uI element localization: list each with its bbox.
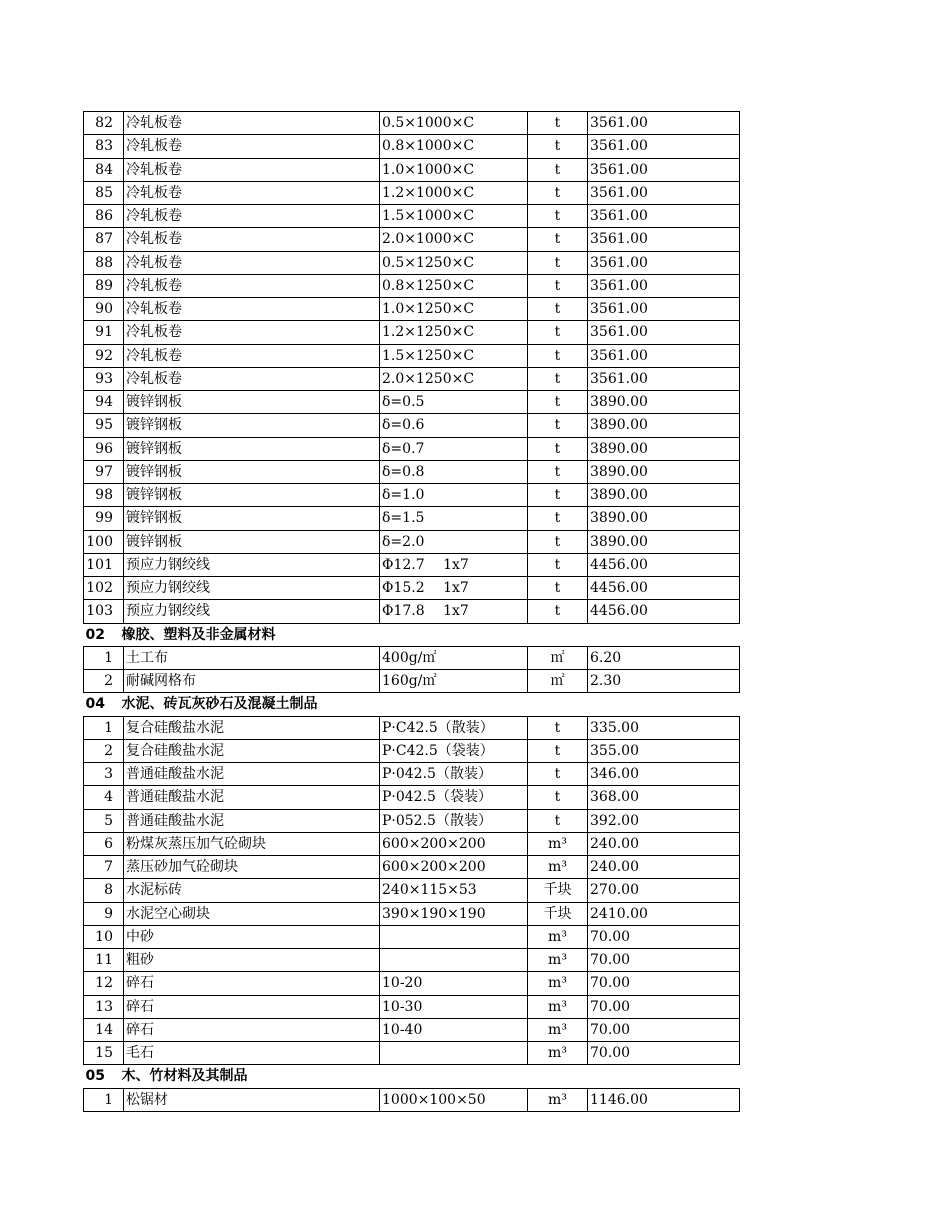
- table-row: [84, 251, 740, 274]
- table-row: [84, 112, 740, 135]
- item-number-cell: 84: [84, 158, 124, 181]
- item-name-cell: 冷轧板卷: [124, 228, 380, 251]
- item-spec-cell: 1000×100×50: [380, 1088, 528, 1111]
- item-spec-cell: 0.5×1250×C: [380, 251, 528, 274]
- item-number-cell: 82: [84, 112, 124, 135]
- item-number-cell: 10: [84, 925, 124, 948]
- item-unit-cell: t: [528, 484, 588, 507]
- item-name-cell: 冷轧板卷: [124, 367, 380, 390]
- item-price-cell: 3890.00: [588, 437, 740, 460]
- item-price-cell: 3561.00: [588, 135, 740, 158]
- table-row: [84, 274, 740, 297]
- item-name-cell: 冷轧板卷: [124, 135, 380, 158]
- item-spec-cell: 600×200×200: [380, 832, 528, 855]
- item-spec-cell: δ=0.6: [380, 414, 528, 437]
- item-number-cell: 102: [84, 577, 124, 600]
- item-price-cell: 3561.00: [588, 298, 740, 321]
- item-number-cell: 11: [84, 949, 124, 972]
- item-spec-cell: P·042.5（袋装）: [380, 786, 528, 809]
- item-price-cell: 2.30: [588, 670, 740, 693]
- table-row: [84, 716, 740, 739]
- item-spec-cell: 10-20: [380, 972, 528, 995]
- item-spec-cell: Φ17.8 1x7: [380, 600, 528, 623]
- item-number-cell: 90: [84, 298, 124, 321]
- item-price-cell: 3561.00: [588, 367, 740, 390]
- table-row: [84, 414, 740, 437]
- section-header: [84, 1065, 740, 1088]
- section-title: 木、竹材料及其制品: [121, 1068, 248, 1085]
- table-row: [84, 949, 740, 972]
- item-unit-cell: m³: [528, 856, 588, 879]
- item-unit-cell: t: [528, 158, 588, 181]
- price-table: [83, 111, 740, 1112]
- item-unit-cell: t: [528, 181, 588, 204]
- item-price-cell: 70.00: [588, 925, 740, 948]
- item-spec-cell: P·042.5（散装）: [380, 763, 528, 786]
- item-number-cell: 12: [84, 972, 124, 995]
- item-name-cell: 蒸压砂加气砼砌块: [124, 856, 380, 879]
- item-price-cell: 368.00: [588, 786, 740, 809]
- item-unit-cell: t: [528, 135, 588, 158]
- item-price-cell: 2410.00: [588, 902, 740, 925]
- item-name-cell: 冷轧板卷: [124, 112, 380, 135]
- item-spec-cell: 0.5×1000×C: [380, 112, 528, 135]
- item-spec-cell: 1.5×1000×C: [380, 205, 528, 228]
- table-row: [84, 460, 740, 483]
- item-name-cell: 松锯材: [124, 1088, 380, 1111]
- item-spec-cell: P·C42.5（散装）: [380, 716, 528, 739]
- item-unit-cell: t: [528, 716, 588, 739]
- item-number-cell: 87: [84, 228, 124, 251]
- table-row: [84, 856, 740, 879]
- item-name-cell: 粉煤灰蒸压加气砼砌块: [124, 832, 380, 855]
- item-number-cell: 86: [84, 205, 124, 228]
- item-price-cell: 3561.00: [588, 181, 740, 204]
- item-price-cell: 3890.00: [588, 507, 740, 530]
- item-spec-cell: 0.8×1250×C: [380, 274, 528, 297]
- table-row: [84, 995, 740, 1018]
- item-name-cell: 预应力钢绞线: [124, 577, 380, 600]
- table-row: [84, 507, 740, 530]
- table-row: [84, 832, 740, 855]
- item-unit-cell: 千块: [528, 902, 588, 925]
- item-unit-cell: 千块: [528, 879, 588, 902]
- table-row: [84, 1018, 740, 1041]
- item-name-cell: 冷轧板卷: [124, 344, 380, 367]
- item-spec-cell: [380, 925, 528, 948]
- item-spec-cell: δ=0.5: [380, 391, 528, 414]
- item-price-cell: 70.00: [588, 1018, 740, 1041]
- table-row: [84, 739, 740, 762]
- item-name-cell: 土工布: [124, 646, 380, 669]
- item-spec-cell: 10-30: [380, 995, 528, 1018]
- item-price-cell: 4456.00: [588, 577, 740, 600]
- item-name-cell: 镀锌钢板: [124, 437, 380, 460]
- item-name-cell: 冷轧板卷: [124, 251, 380, 274]
- item-spec-cell: 10-40: [380, 1018, 528, 1041]
- item-number-cell: 13: [84, 995, 124, 1018]
- item-name-cell: 预应力钢绞线: [124, 600, 380, 623]
- item-price-cell: 3561.00: [588, 321, 740, 344]
- item-unit-cell: t: [528, 460, 588, 483]
- item-price-cell: 70.00: [588, 995, 740, 1018]
- item-unit-cell: t: [528, 367, 588, 390]
- item-unit-cell: t: [528, 600, 588, 623]
- item-price-cell: 355.00: [588, 739, 740, 762]
- item-name-cell: 碎石: [124, 1018, 380, 1041]
- item-number-cell: 6: [84, 832, 124, 855]
- item-number-cell: 15: [84, 1042, 124, 1065]
- section-header: [84, 693, 740, 716]
- item-price-cell: 240.00: [588, 832, 740, 855]
- item-price-cell: 70.00: [588, 972, 740, 995]
- item-name-cell: 碎石: [124, 972, 380, 995]
- item-unit-cell: t: [528, 391, 588, 414]
- item-price-cell: 335.00: [588, 716, 740, 739]
- item-price-cell: 4456.00: [588, 600, 740, 623]
- table-row: [84, 298, 740, 321]
- item-unit-cell: m³: [528, 972, 588, 995]
- item-number-cell: 14: [84, 1018, 124, 1041]
- item-name-cell: 预应力钢绞线: [124, 553, 380, 576]
- item-spec-cell: 1.0×1000×C: [380, 158, 528, 181]
- item-number-cell: 97: [84, 460, 124, 483]
- item-number-cell: 9: [84, 902, 124, 925]
- item-spec-cell: δ=1.0: [380, 484, 528, 507]
- item-number-cell: 95: [84, 414, 124, 437]
- item-spec-cell: Φ12.7 1x7: [380, 553, 528, 576]
- item-spec-cell: [380, 1042, 528, 1065]
- section-title: 水泥、砖瓦灰砂石及混凝土制品: [121, 696, 318, 713]
- item-unit-cell: m³: [528, 925, 588, 948]
- item-name-cell: 耐碱网格布: [124, 670, 380, 693]
- table-row: [84, 879, 740, 902]
- item-number-cell: 93: [84, 367, 124, 390]
- section-header-cell: [84, 1065, 740, 1088]
- item-number-cell: 1: [84, 716, 124, 739]
- item-name-cell: 中砂: [124, 925, 380, 948]
- item-name-cell: 粗砂: [124, 949, 380, 972]
- item-unit-cell: m³: [528, 1018, 588, 1041]
- item-number-cell: 100: [84, 530, 124, 553]
- item-unit-cell: t: [528, 112, 588, 135]
- item-name-cell: 普通硅酸盐水泥: [124, 763, 380, 786]
- item-name-cell: 镀锌钢板: [124, 484, 380, 507]
- item-name-cell: 镀锌钢板: [124, 460, 380, 483]
- item-spec-cell: 2.0×1250×C: [380, 367, 528, 390]
- table-row: [84, 321, 740, 344]
- table-row: [84, 135, 740, 158]
- table-row: [84, 205, 740, 228]
- item-spec-cell: 240×115×53: [380, 879, 528, 902]
- item-number-cell: 7: [84, 856, 124, 879]
- table-row: [84, 437, 740, 460]
- item-name-cell: 水泥标砖: [124, 879, 380, 902]
- table-row: [84, 763, 740, 786]
- item-number-cell: 8: [84, 879, 124, 902]
- item-unit-cell: t: [528, 228, 588, 251]
- item-name-cell: 普通硅酸盐水泥: [124, 786, 380, 809]
- item-number-cell: 91: [84, 321, 124, 344]
- item-price-cell: 346.00: [588, 763, 740, 786]
- table-row: [84, 1088, 740, 1111]
- item-unit-cell: t: [528, 251, 588, 274]
- item-spec-cell: 2.0×1000×C: [380, 228, 528, 251]
- section-code: 04: [85, 696, 105, 713]
- item-unit-cell: t: [528, 507, 588, 530]
- section-code: 02: [85, 626, 105, 643]
- item-number-cell: 4: [84, 786, 124, 809]
- table-row: [84, 391, 740, 414]
- table-row: [84, 484, 740, 507]
- item-unit-cell: t: [528, 414, 588, 437]
- item-number-cell: 1: [84, 646, 124, 669]
- item-unit-cell: t: [528, 577, 588, 600]
- section-header-cell: [84, 693, 740, 716]
- item-price-cell: 3561.00: [588, 228, 740, 251]
- item-number-cell: 99: [84, 507, 124, 530]
- item-price-cell: 392.00: [588, 809, 740, 832]
- item-number-cell: 96: [84, 437, 124, 460]
- item-number-cell: 2: [84, 739, 124, 762]
- item-spec-cell: 400g/㎡: [380, 646, 528, 669]
- item-unit-cell: m³: [528, 832, 588, 855]
- section-header-cell: [84, 623, 740, 646]
- item-unit-cell: t: [528, 321, 588, 344]
- item-number-cell: 89: [84, 274, 124, 297]
- table-row: [84, 809, 740, 832]
- item-number-cell: 92: [84, 344, 124, 367]
- item-spec-cell: Φ15.2 1x7: [380, 577, 528, 600]
- item-price-cell: 3561.00: [588, 158, 740, 181]
- section-code: 05: [85, 1068, 105, 1085]
- item-number-cell: 3: [84, 763, 124, 786]
- item-spec-cell: δ=0.8: [380, 460, 528, 483]
- item-spec-cell: δ=2.0: [380, 530, 528, 553]
- item-price-cell: 6.20: [588, 646, 740, 669]
- item-unit-cell: t: [528, 205, 588, 228]
- item-spec-cell: 1.5×1250×C: [380, 344, 528, 367]
- table-row: [84, 228, 740, 251]
- table-row: [84, 786, 740, 809]
- item-spec-cell: 1.2×1250×C: [380, 321, 528, 344]
- item-price-cell: 270.00: [588, 879, 740, 902]
- table-row: [84, 181, 740, 204]
- item-spec-cell: 1.0×1250×C: [380, 298, 528, 321]
- item-name-cell: 冷轧板卷: [124, 274, 380, 297]
- item-unit-cell: m³: [528, 1088, 588, 1111]
- table-row: [84, 670, 740, 693]
- table-row: [84, 646, 740, 669]
- item-unit-cell: t: [528, 344, 588, 367]
- item-price-cell: 3890.00: [588, 391, 740, 414]
- table-row: [84, 530, 740, 553]
- item-number-cell: 98: [84, 484, 124, 507]
- item-spec-cell: 600×200×200: [380, 856, 528, 879]
- item-name-cell: 冷轧板卷: [124, 181, 380, 204]
- item-price-cell: 3561.00: [588, 274, 740, 297]
- item-name-cell: 冷轧板卷: [124, 298, 380, 321]
- item-price-cell: 3890.00: [588, 460, 740, 483]
- item-number-cell: 101: [84, 553, 124, 576]
- item-name-cell: 冷轧板卷: [124, 321, 380, 344]
- item-unit-cell: m³: [528, 995, 588, 1018]
- table-row: [84, 577, 740, 600]
- item-unit-cell: m³: [528, 949, 588, 972]
- item-name-cell: 镀锌钢板: [124, 391, 380, 414]
- item-price-cell: 240.00: [588, 856, 740, 879]
- table-row: [84, 902, 740, 925]
- item-name-cell: 普通硅酸盐水泥: [124, 809, 380, 832]
- item-spec-cell: 160g/㎡: [380, 670, 528, 693]
- item-spec-cell: δ=0.7: [380, 437, 528, 460]
- item-unit-cell: t: [528, 763, 588, 786]
- item-number-cell: 103: [84, 600, 124, 623]
- item-number-cell: 2: [84, 670, 124, 693]
- section-title: 橡胶、塑料及非金属材料: [121, 626, 276, 643]
- item-price-cell: 3890.00: [588, 414, 740, 437]
- item-unit-cell: t: [528, 739, 588, 762]
- item-spec-cell: P·052.5（散装）: [380, 809, 528, 832]
- price-table-body: [84, 112, 740, 1112]
- table-row: [84, 972, 740, 995]
- table-row: [84, 344, 740, 367]
- item-unit-cell: ㎡: [528, 646, 588, 669]
- item-price-cell: 70.00: [588, 1042, 740, 1065]
- item-unit-cell: m³: [528, 1042, 588, 1065]
- item-unit-cell: t: [528, 809, 588, 832]
- item-number-cell: 5: [84, 809, 124, 832]
- item-number-cell: 83: [84, 135, 124, 158]
- item-unit-cell: t: [528, 530, 588, 553]
- item-name-cell: 毛石: [124, 1042, 380, 1065]
- item-name-cell: 复合硅酸盐水泥: [124, 716, 380, 739]
- item-price-cell: 3561.00: [588, 112, 740, 135]
- item-number-cell: 85: [84, 181, 124, 204]
- item-name-cell: 冷轧板卷: [124, 158, 380, 181]
- item-price-cell: 3890.00: [588, 484, 740, 507]
- item-spec-cell: [380, 949, 528, 972]
- item-price-cell: 3561.00: [588, 205, 740, 228]
- item-unit-cell: t: [528, 274, 588, 297]
- item-unit-cell: t: [528, 437, 588, 460]
- table-row: [84, 553, 740, 576]
- item-spec-cell: 390×190×190: [380, 902, 528, 925]
- table-row: [84, 925, 740, 948]
- item-price-cell: 3561.00: [588, 344, 740, 367]
- table-row: [84, 1042, 740, 1065]
- item-number-cell: 1: [84, 1088, 124, 1111]
- item-name-cell: 镀锌钢板: [124, 530, 380, 553]
- item-price-cell: 4456.00: [588, 553, 740, 576]
- table-row: [84, 367, 740, 390]
- item-number-cell: 88: [84, 251, 124, 274]
- item-price-cell: 3561.00: [588, 251, 740, 274]
- item-spec-cell: P·C42.5（袋装）: [380, 739, 528, 762]
- item-name-cell: 水泥空心砌块: [124, 902, 380, 925]
- item-number-cell: 94: [84, 391, 124, 414]
- item-unit-cell: t: [528, 298, 588, 321]
- table-row: [84, 600, 740, 623]
- table-row: [84, 158, 740, 181]
- item-name-cell: 复合硅酸盐水泥: [124, 739, 380, 762]
- item-price-cell: 70.00: [588, 949, 740, 972]
- item-spec-cell: 1.2×1000×C: [380, 181, 528, 204]
- item-name-cell: 镀锌钢板: [124, 414, 380, 437]
- item-unit-cell: t: [528, 786, 588, 809]
- item-name-cell: 碎石: [124, 995, 380, 1018]
- item-spec-cell: δ=1.5: [380, 507, 528, 530]
- item-unit-cell: t: [528, 553, 588, 576]
- item-unit-cell: ㎡: [528, 670, 588, 693]
- item-price-cell: 3890.00: [588, 530, 740, 553]
- item-price-cell: 1146.00: [588, 1088, 740, 1111]
- section-header: [84, 623, 740, 646]
- item-name-cell: 冷轧板卷: [124, 205, 380, 228]
- item-name-cell: 镀锌钢板: [124, 507, 380, 530]
- item-spec-cell: 0.8×1000×C: [380, 135, 528, 158]
